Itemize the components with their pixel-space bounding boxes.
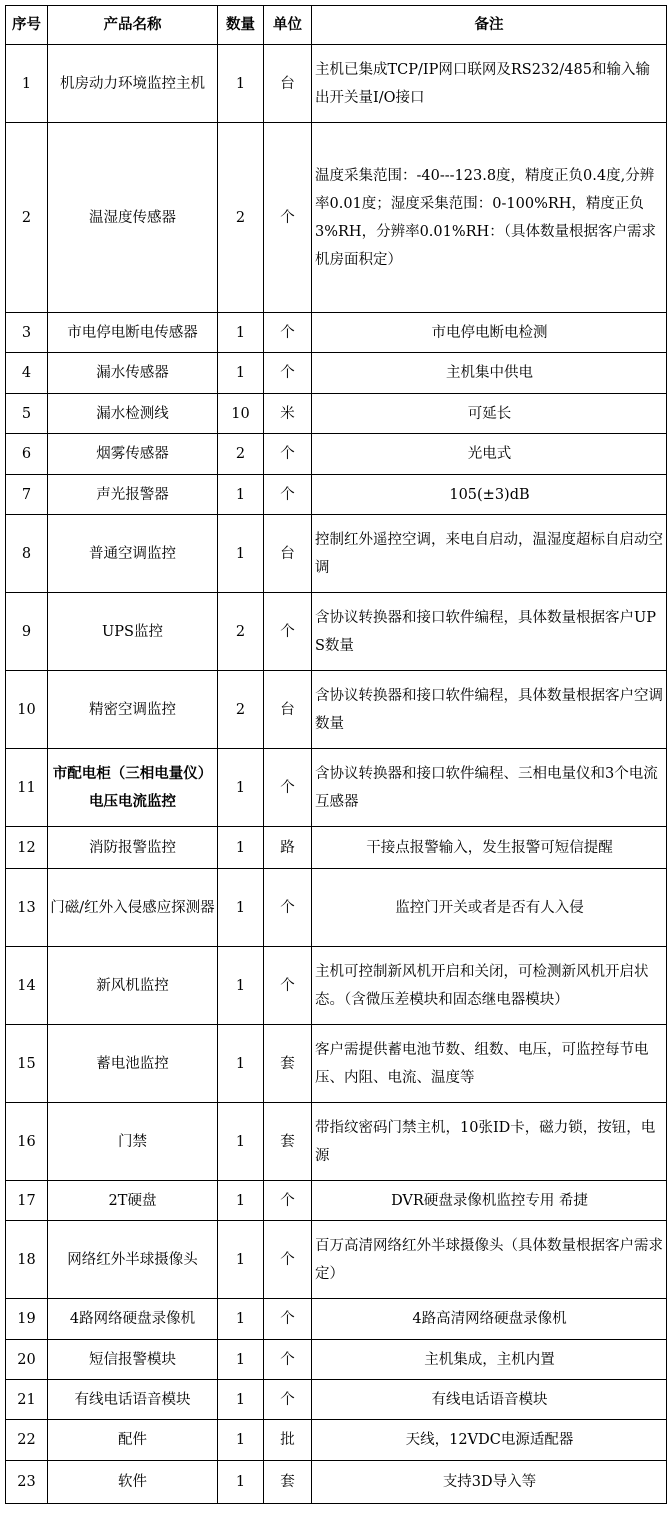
cell-unit: 台 [264,671,312,749]
header-unit: 单位 [264,6,312,45]
cell-unit: 个 [264,1299,312,1340]
header-note: 备注 [312,6,667,45]
cell-qty: 2 [218,593,264,671]
cell-note: 支持3D导入等 [312,1461,667,1504]
table-row [6,123,667,313]
header-row [6,6,667,45]
cell-unit: 路 [264,827,312,869]
cell-qty: 1 [218,1420,264,1461]
cell-qty: 1 [218,1103,264,1181]
cell-no: 23 [6,1461,48,1504]
cell-unit: 个 [264,1181,312,1221]
table-row [6,1340,667,1380]
cell-note: 105(±3)dB [312,475,667,515]
cell-no: 9 [6,593,48,671]
table-row [6,434,667,475]
cell-name: 有线电话语音模块 [48,1380,218,1420]
cell-qty: 2 [218,671,264,749]
cell-note: 百万高清网络红外半球摄像头（具体数量根据客户需求定） [312,1221,667,1299]
cell-qty: 1 [218,1299,264,1340]
cell-no: 21 [6,1380,48,1420]
cell-no: 4 [6,353,48,394]
table-row [6,353,667,394]
header-no: 序号 [6,6,48,45]
cell-no: 1 [6,45,48,123]
cell-name: 温湿度传感器 [48,123,218,313]
cell-note: 4路高清网络硬盘录像机 [312,1299,667,1340]
cell-note: 主机可控制新风机开启和关闭，可检测新风机开启状态。（含微压差模块和固态继电器模块） [312,947,667,1025]
cell-unit: 个 [264,1340,312,1380]
cell-qty: 1 [218,749,264,827]
cell-note: 客户需提供蓄电池节数、组数、电压，可监控每节电压、内阻、电流、温度等 [312,1025,667,1103]
cell-no: 12 [6,827,48,869]
product-list-table [5,5,667,1504]
cell-name: 消防报警监控 [48,827,218,869]
table-row [6,1181,667,1221]
cell-name: 蓄电池监控 [48,1025,218,1103]
cell-unit: 个 [264,475,312,515]
cell-note: 天线，12VDC电源适配器 [312,1420,667,1461]
cell-unit: 套 [264,1461,312,1504]
cell-name: 机房动力环境监控主机 [48,45,218,123]
cell-qty: 2 [218,123,264,313]
table-row [6,313,667,353]
cell-unit: 个 [264,434,312,475]
cell-unit: 台 [264,45,312,123]
cell-note: 温度采集范围：-40---123.8度，精度正负0.4度,分辨率0.01度；湿度采集范围：0-100%RH，精度正负3%RH，分辨率0.01%RH：（具体数量根据客户需求机房面积定） [312,123,667,313]
cell-qty: 1 [218,1461,264,1504]
cell-name: 新风机监控 [48,947,218,1025]
cell-no: 20 [6,1340,48,1380]
cell-name: 网络红外半球摄像头 [48,1221,218,1299]
cell-no: 15 [6,1025,48,1103]
cell-name: 4路网络硬盘录像机 [48,1299,218,1340]
table-row [6,515,667,593]
cell-qty: 1 [218,353,264,394]
cell-name: 门禁 [48,1103,218,1181]
cell-no: 3 [6,313,48,353]
cell-unit: 套 [264,1025,312,1103]
cell-note: 监控门开关或者是否有人入侵 [312,869,667,947]
table-row [6,475,667,515]
cell-qty: 1 [218,947,264,1025]
cell-unit: 米 [264,394,312,434]
table-row [6,671,667,749]
cell-qty: 1 [218,1025,264,1103]
cell-qty: 1 [218,869,264,947]
cell-note: 主机集中供电 [312,353,667,394]
cell-unit: 个 [264,1221,312,1299]
table-row [6,749,667,827]
table-row [6,1420,667,1461]
cell-name: 门磁/红外入侵感应探测器 [48,869,218,947]
cell-name: 市配电柜（三相电量仪）电压电流监控 [48,749,218,827]
cell-no: 13 [6,869,48,947]
cell-unit: 个 [264,947,312,1025]
cell-unit: 个 [264,123,312,313]
cell-name: 声光报警器 [48,475,218,515]
cell-no: 8 [6,515,48,593]
cell-no: 22 [6,1420,48,1461]
cell-note: 带指纹密码门禁主机，10张ID卡，磁力锁，按钮，电源 [312,1103,667,1181]
cell-no: 19 [6,1299,48,1340]
cell-qty: 2 [218,434,264,475]
cell-no: 14 [6,947,48,1025]
cell-name: 软件 [48,1461,218,1504]
cell-qty: 1 [218,515,264,593]
cell-note: 有线电话语音模块 [312,1380,667,1420]
cell-no: 6 [6,434,48,475]
cell-note: 控制红外遥控空调，来电自启动，温湿度超标自启动空调 [312,515,667,593]
table-row [6,947,667,1025]
cell-name: 漏水检测线 [48,394,218,434]
table-row [6,1103,667,1181]
header-qty: 数量 [218,6,264,45]
cell-unit: 台 [264,515,312,593]
table-row [6,1221,667,1299]
cell-qty: 1 [218,45,264,123]
cell-no: 18 [6,1221,48,1299]
cell-unit: 个 [264,749,312,827]
table-row [6,45,667,123]
cell-no: 2 [6,123,48,313]
cell-qty: 1 [218,1340,264,1380]
cell-note: 可延长 [312,394,667,434]
cell-note: DVR硬盘录像机监控专用 希捷 [312,1181,667,1221]
cell-name: 普通空调监控 [48,515,218,593]
table-row [6,1299,667,1340]
cell-no: 11 [6,749,48,827]
cell-note: 含协议转换器和接口软件编程，具体数量根据客户UPS数量 [312,593,667,671]
cell-name: UPS监控 [48,593,218,671]
cell-name: 市电停电断电传感器 [48,313,218,353]
cell-no: 16 [6,1103,48,1181]
cell-no: 17 [6,1181,48,1221]
cell-note: 主机已集成TCP/IP网口联网及RS232/485和输入输出开关量I/O接口 [312,45,667,123]
cell-name: 烟雾传感器 [48,434,218,475]
cell-unit: 批 [264,1420,312,1461]
cell-name: 精密空调监控 [48,671,218,749]
cell-unit: 个 [264,1380,312,1420]
cell-unit: 个 [264,869,312,947]
cell-note: 含协议转换器和接口软件编程，具体数量根据客户空调数量 [312,671,667,749]
cell-qty: 1 [218,1181,264,1221]
cell-qty: 1 [218,313,264,353]
header-name: 产品名称 [48,6,218,45]
cell-qty: 1 [218,1221,264,1299]
cell-unit: 个 [264,313,312,353]
cell-note: 光电式 [312,434,667,475]
cell-name: 2T硬盘 [48,1181,218,1221]
table-row [6,869,667,947]
table-row [6,1461,667,1504]
cell-no: 10 [6,671,48,749]
cell-qty: 10 [218,394,264,434]
table-row [6,394,667,434]
table-row [6,827,667,869]
cell-unit: 个 [264,593,312,671]
cell-unit: 套 [264,1103,312,1181]
table-row [6,1025,667,1103]
cell-unit: 个 [264,353,312,394]
cell-qty: 1 [218,827,264,869]
cell-qty: 1 [218,475,264,515]
cell-note: 主机集成，主机内置 [312,1340,667,1380]
cell-note: 市电停电断电检测 [312,313,667,353]
table-row [6,1380,667,1420]
cell-name: 配件 [48,1420,218,1461]
cell-note: 干接点报警输入，发生报警可短信提醒 [312,827,667,869]
cell-qty: 1 [218,1380,264,1420]
cell-name: 漏水传感器 [48,353,218,394]
cell-no: 5 [6,394,48,434]
cell-no: 7 [6,475,48,515]
table-row [6,593,667,671]
cell-note: 含协议转换器和接口软件编程、三相电量仪和3个电流互感器 [312,749,667,827]
cell-name: 短信报警模块 [48,1340,218,1380]
